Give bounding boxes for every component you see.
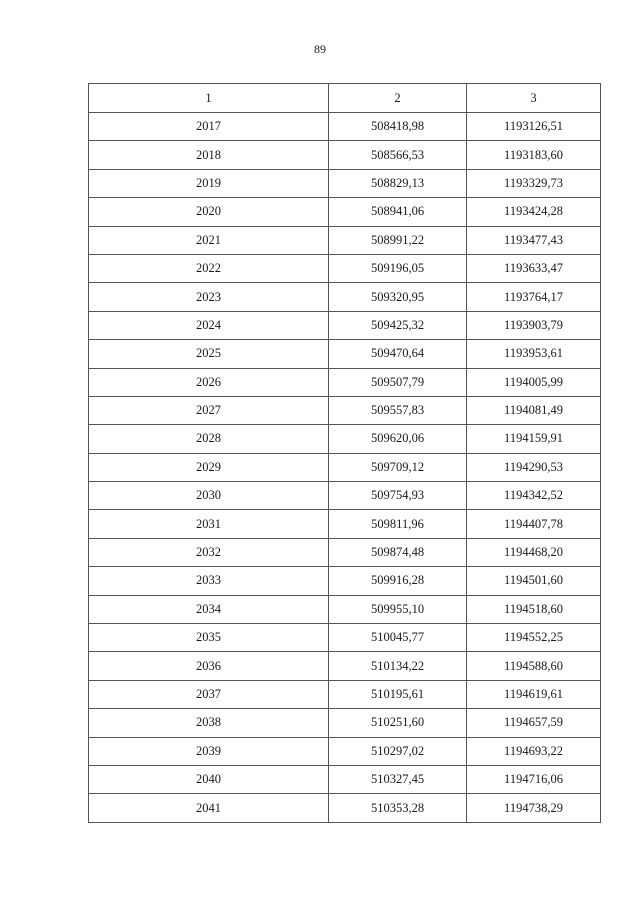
point-number-cell: 2035 xyxy=(89,624,329,652)
table-row xyxy=(89,567,601,595)
x-coordinate-cell: 509196,05 xyxy=(329,254,467,282)
point-number-cell: 2027 xyxy=(89,396,329,424)
y-coordinate-cell: 1194407,78 xyxy=(467,510,601,538)
point-number-cell: 2032 xyxy=(89,538,329,566)
table-row xyxy=(89,311,601,339)
table-row xyxy=(89,538,601,566)
point-number-cell: 2034 xyxy=(89,595,329,623)
x-coordinate-cell: 510297,02 xyxy=(329,737,467,765)
y-coordinate-cell: 1193633,47 xyxy=(467,254,601,282)
column-header-2: 2 xyxy=(329,84,467,113)
table-row xyxy=(89,340,601,368)
point-number-cell: 2033 xyxy=(89,567,329,595)
y-coordinate-cell: 1194657,59 xyxy=(467,709,601,737)
point-number-cell: 2037 xyxy=(89,680,329,708)
table-row xyxy=(89,283,601,311)
y-coordinate-cell: 1194552,25 xyxy=(467,624,601,652)
y-coordinate-cell: 1193764,17 xyxy=(467,283,601,311)
x-coordinate-cell: 508566,53 xyxy=(329,141,467,169)
point-number-cell: 2020 xyxy=(89,198,329,226)
point-number-cell: 2038 xyxy=(89,709,329,737)
x-coordinate-cell: 509507,79 xyxy=(329,368,467,396)
point-number-cell: 2021 xyxy=(89,226,329,254)
x-coordinate-cell: 509470,64 xyxy=(329,340,467,368)
page-number: 89 xyxy=(314,42,326,56)
x-coordinate-cell: 509916,28 xyxy=(329,567,467,595)
table-row xyxy=(89,709,601,737)
y-coordinate-cell: 1193903,79 xyxy=(467,311,601,339)
table-row xyxy=(89,453,601,481)
y-coordinate-cell: 1193424,28 xyxy=(467,198,601,226)
y-coordinate-cell: 1194693,22 xyxy=(467,737,601,765)
y-coordinate-cell: 1194738,29 xyxy=(467,794,601,822)
y-coordinate-cell: 1193329,73 xyxy=(467,169,601,197)
table-row xyxy=(89,680,601,708)
y-coordinate-cell: 1193183,60 xyxy=(467,141,601,169)
y-coordinate-cell: 1194501,60 xyxy=(467,567,601,595)
table-row xyxy=(89,368,601,396)
table-row xyxy=(89,141,601,169)
x-coordinate-cell: 510195,61 xyxy=(329,680,467,708)
point-number-cell: 2022 xyxy=(89,254,329,282)
y-coordinate-cell: 1193953,61 xyxy=(467,340,601,368)
point-number-cell: 2036 xyxy=(89,652,329,680)
point-number-cell: 2017 xyxy=(89,113,329,141)
point-number-cell: 2024 xyxy=(89,311,329,339)
x-coordinate-cell: 508829,13 xyxy=(329,169,467,197)
table-row xyxy=(89,794,601,822)
y-coordinate-cell: 1194518,60 xyxy=(467,595,601,623)
point-number-cell: 2025 xyxy=(89,340,329,368)
table-row xyxy=(89,624,601,652)
y-coordinate-cell: 1194619,61 xyxy=(467,680,601,708)
x-coordinate-cell: 508941,06 xyxy=(329,198,467,226)
point-number-cell: 2026 xyxy=(89,368,329,396)
x-coordinate-cell: 510251,60 xyxy=(329,709,467,737)
y-coordinate-cell: 1194716,06 xyxy=(467,765,601,793)
y-coordinate-cell: 1193126,51 xyxy=(467,113,601,141)
point-number-cell: 2018 xyxy=(89,141,329,169)
table-row xyxy=(89,737,601,765)
point-number-cell: 2028 xyxy=(89,425,329,453)
y-coordinate-cell: 1194290,53 xyxy=(467,453,601,481)
y-coordinate-cell: 1193477,43 xyxy=(467,226,601,254)
table-row xyxy=(89,396,601,424)
x-coordinate-cell: 510327,45 xyxy=(329,765,467,793)
y-coordinate-cell: 1194342,52 xyxy=(467,482,601,510)
y-coordinate-cell: 1194588,60 xyxy=(467,652,601,680)
table-row xyxy=(89,510,601,538)
table-row xyxy=(89,652,601,680)
x-coordinate-cell: 509557,83 xyxy=(329,396,467,424)
x-coordinate-cell: 510134,22 xyxy=(329,652,467,680)
x-coordinate-cell: 509425,32 xyxy=(329,311,467,339)
table-row xyxy=(89,482,601,510)
table-row xyxy=(89,198,601,226)
x-coordinate-cell: 509874,48 xyxy=(329,538,467,566)
x-coordinate-cell: 508418,98 xyxy=(329,113,467,141)
y-coordinate-cell: 1194081,49 xyxy=(467,396,601,424)
x-coordinate-cell: 509811,96 xyxy=(329,510,467,538)
point-number-cell: 2019 xyxy=(89,169,329,197)
table-row xyxy=(89,226,601,254)
x-coordinate-cell: 509754,93 xyxy=(329,482,467,510)
column-header-1: 1 xyxy=(89,84,329,113)
point-number-cell: 2040 xyxy=(89,765,329,793)
x-coordinate-cell: 509320,95 xyxy=(329,283,467,311)
point-number-cell: 2031 xyxy=(89,510,329,538)
x-coordinate-cell: 509955,10 xyxy=(329,595,467,623)
y-coordinate-cell: 1194468,20 xyxy=(467,538,601,566)
table-row xyxy=(89,425,601,453)
table-header-row xyxy=(89,84,601,113)
table-row xyxy=(89,595,601,623)
point-number-cell: 2030 xyxy=(89,482,329,510)
column-header-3: 3 xyxy=(467,84,601,113)
point-number-cell: 2039 xyxy=(89,737,329,765)
x-coordinate-cell: 509709,12 xyxy=(329,453,467,481)
table-row xyxy=(89,765,601,793)
coordinates-table xyxy=(88,83,601,823)
point-number-cell: 2023 xyxy=(89,283,329,311)
table-row xyxy=(89,113,601,141)
y-coordinate-cell: 1194159,91 xyxy=(467,425,601,453)
point-number-cell: 2029 xyxy=(89,453,329,481)
table-row xyxy=(89,169,601,197)
table-body xyxy=(89,113,601,823)
x-coordinate-cell: 510045,77 xyxy=(329,624,467,652)
y-coordinate-cell: 1194005,99 xyxy=(467,368,601,396)
x-coordinate-cell: 510353,28 xyxy=(329,794,467,822)
table-row xyxy=(89,254,601,282)
x-coordinate-cell: 508991,22 xyxy=(329,226,467,254)
point-number-cell: 2041 xyxy=(89,794,329,822)
x-coordinate-cell: 509620,06 xyxy=(329,425,467,453)
